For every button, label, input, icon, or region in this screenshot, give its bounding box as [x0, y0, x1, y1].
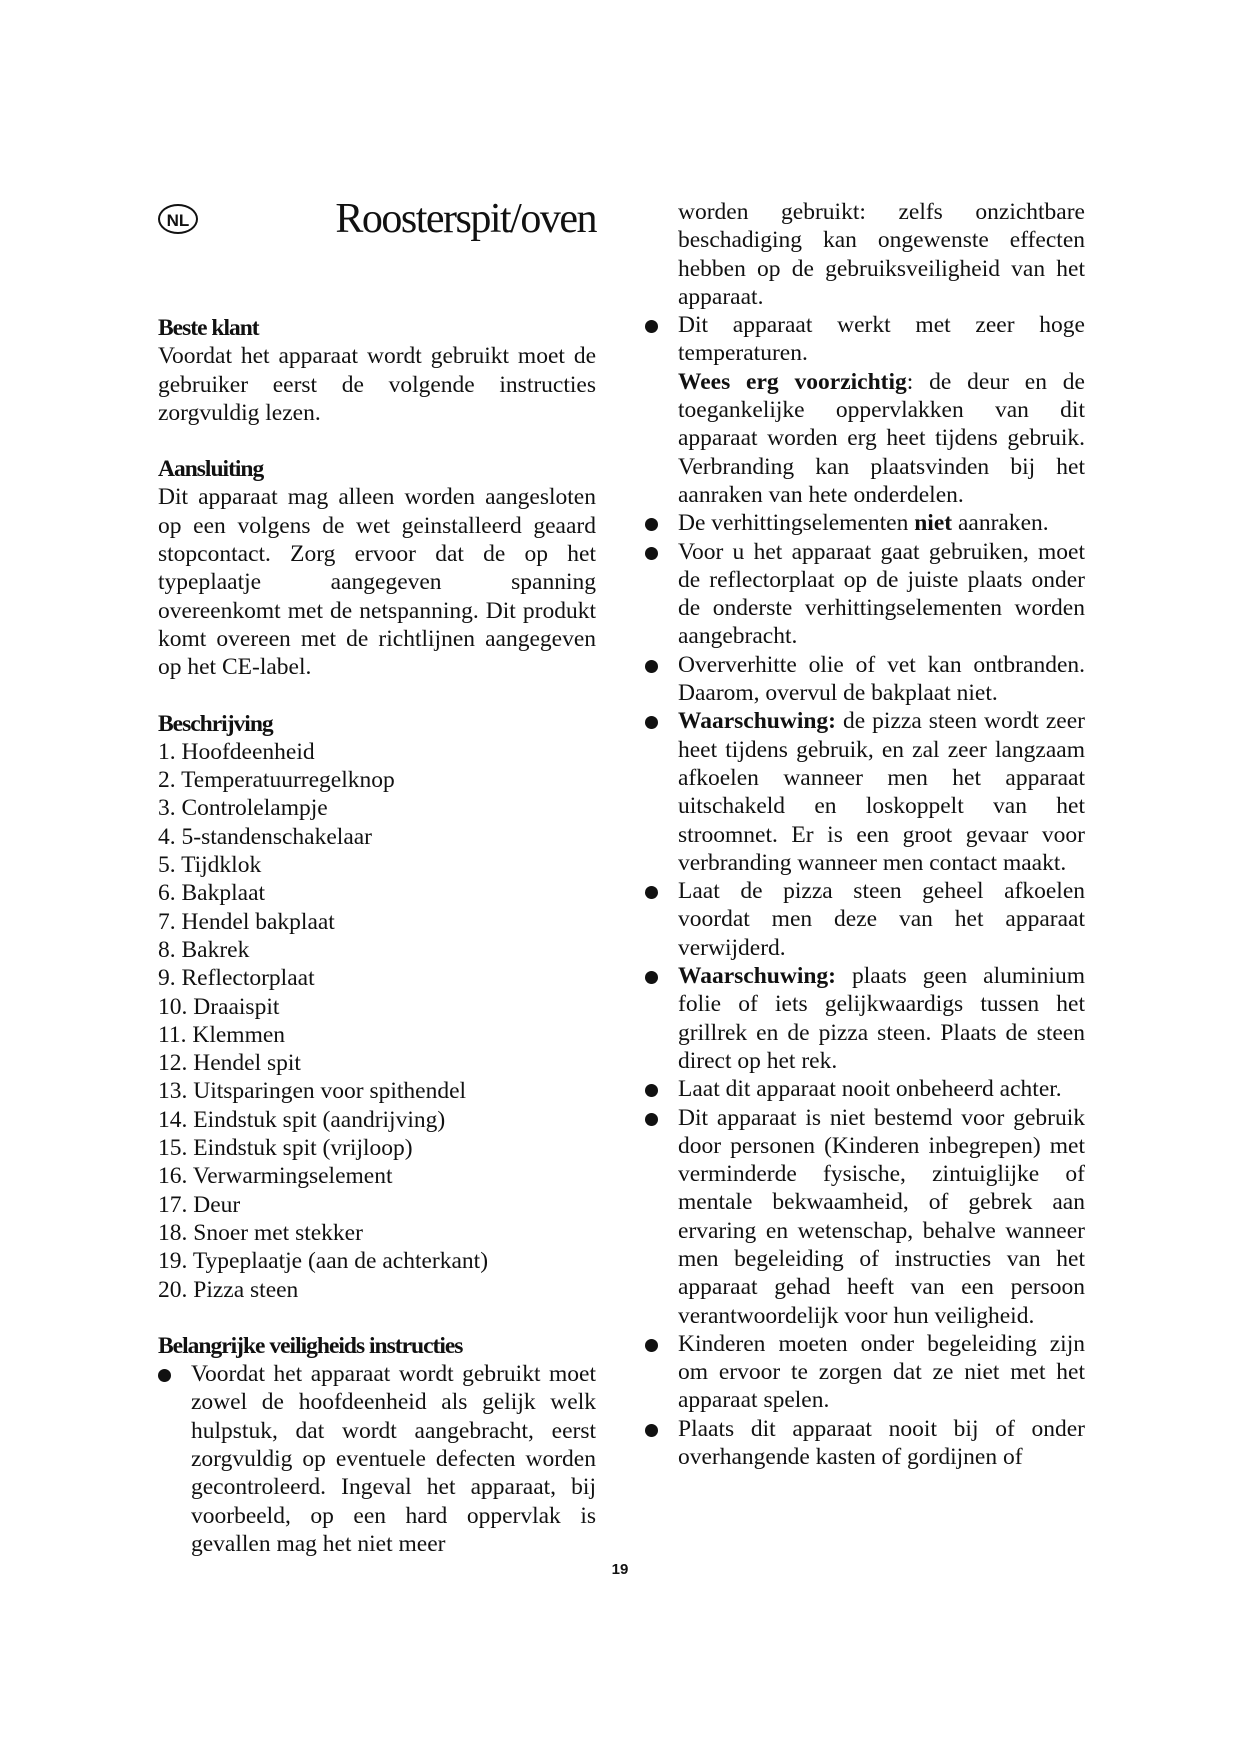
- bullet-icon: [645, 1113, 658, 1126]
- list-item: 1. Hoofdeenheid: [158, 738, 315, 765]
- safety-bullet: [645, 1075, 1085, 1103]
- bullet-icon: [645, 660, 658, 673]
- list-item: 12. Hendel spit: [158, 1050, 301, 1077]
- description-heading: Beschrijving: [158, 710, 273, 737]
- bullet-text: Laat de pizza steen geheel afkoelen voordat men deze van het apparaat verwijderd.: [678, 878, 1085, 961]
- bullet-icon: [645, 971, 658, 984]
- list-item: 16. Verwarmingselement: [158, 1163, 393, 1190]
- list-item: 9. Reflectorplaat: [158, 965, 315, 992]
- connection-heading: Aansluiting: [158, 456, 264, 483]
- safety-bullet: [645, 651, 1085, 708]
- bullet-text: aanraken.: [952, 510, 1049, 537]
- bullet-icon: [645, 886, 658, 899]
- connection-text: Dit apparaat mag alleen worden aangesloten op een volgens de wet geinstalleerd geaard stopcontact. Zorg ervoor dat de op het typeplaatje aangegeven spanning overeenkomt met de netspanning. Dit produkt komt overeen met de richtlijnen aangegeven op het CE-label.: [158, 484, 596, 681]
- list-item: 15. Eindstuk spit (vrijloop): [158, 1135, 413, 1162]
- list-item: 3. Controlelampje: [158, 795, 328, 822]
- language-badge: NL: [158, 204, 198, 234]
- bullet-text: plaats geen aluminium folie of iets gelijkwaardigs tussen het grillrek en de pizza steen. Plaats de steen direct op het rek.: [678, 963, 1085, 1074]
- safety-bullet: [645, 1415, 1085, 1472]
- bullet-text: Dit apparaat werkt met zeer hoge temperaturen.: [678, 312, 1085, 367]
- safety-bullet: [645, 538, 1085, 651]
- list-item: 7. Hendel bakplaat: [158, 908, 335, 935]
- bullet-emphasis: Wees erg voorzichtig: [678, 368, 907, 395]
- safety-bullet: [645, 509, 1085, 537]
- list-item: 11. Klemmen: [158, 1021, 286, 1048]
- intro-text: Voordat het apparaat wordt gebruikt moet de gebruiker eerst de volgende instructies zorgvuldig lezen.: [158, 343, 596, 426]
- page-number: 19: [611, 1561, 629, 1578]
- safety-bullet: [645, 311, 1085, 509]
- list-item: 8. Bakrek: [158, 936, 250, 963]
- bullet-icon: [645, 320, 658, 333]
- warning-label: Waarschuwing:: [678, 963, 836, 990]
- left-column: [158, 314, 596, 1558]
- bullet-text: Kinderen moeten onder begeleiding zijn om ervoor te zorgen dat ze niet met het apparaat spelen.: [678, 1330, 1085, 1414]
- bullet-icon: [645, 1424, 658, 1437]
- safety-bullet: [158, 1360, 596, 1558]
- parts-list: [158, 738, 596, 1304]
- bullet-icon: [645, 1339, 658, 1352]
- list-item: 14. Eindstuk spit (aandrijving): [158, 1106, 446, 1133]
- list-item: 4. 5-standenschakelaar: [158, 823, 373, 850]
- safety-heading: Belangrijke veiligheids instructies: [158, 1332, 463, 1359]
- bullet-text: Oververhitte olie of vet kan ontbranden. Daarom, overvul de bakplaat niet.: [678, 651, 1085, 707]
- bullet-continuation: worden gebruikt: zelfs onzichtbare beschadiging kan ongewenste effecten hebben op de gebruiksveiligheid van het apparaat.: [678, 199, 1085, 310]
- intro-heading: Beste klant: [158, 315, 259, 341]
- bullet-icon: [645, 547, 658, 560]
- list-item: 6. Bakplaat: [158, 880, 266, 907]
- bullet-text: Voordat het apparaat wordt gebruikt moet zowel de hoofdeenheid als gelijk welk hulpstuk, dat wordt aangebracht, eerst zorgvuldig op eventuele defecten worden gecontroleerd. Ingeval het apparaat, bij voorbeeld, op een hard oppervlak is gevallen mag het niet meer: [191, 1361, 596, 1557]
- list-item: 2. Temperatuurregelknop: [158, 767, 395, 794]
- list-item: 13. Uitsparingen voor spithendel: [158, 1078, 467, 1105]
- safety-bullet: [645, 962, 1085, 1075]
- bullet-icon: [645, 518, 658, 531]
- bullet-text: de pizza steen wordt zeer heet tijdens gebruik, en zal zeer langzaam afkoelen wanneer men het apparaat uitschakeld en loskoppelt van het stroomnet. Er is een groot gevaar voor verbranding wanneer men contact maakt.: [678, 708, 1085, 876]
- bullet-text: Voor u het apparaat gaat gebruiken, moet de reflectorplaat op de juiste plaats onder de onderste verhittingselementen worden aangebracht.: [678, 538, 1085, 650]
- list-item: 10. Draaispit: [158, 993, 280, 1020]
- bullet-icon: [158, 1369, 171, 1382]
- bullet-text: De verhittingselementen: [678, 510, 915, 537]
- list-item: 17. Deur: [158, 1191, 241, 1218]
- bullet-text: Dit apparaat is niet bestemd voor gebruik door personen (Kinderen inbegrepen) met verminderde fysische, zintuiglijke of mentale bekwaamheid, of gebrek aan ervaring en wetenschap, behalve wanneer men begeleiding of instructies van het apparaat gehad heeft van een persoon verantwoordelijk voor hun veiligheid.: [678, 1104, 1085, 1329]
- list-item: 20. Pizza steen: [158, 1276, 299, 1303]
- safety-bullet: [645, 1330, 1085, 1415]
- list-item: 19. Typeplaatje (aan de achterkant): [158, 1248, 489, 1275]
- list-item: 5. Tijdklok: [158, 852, 262, 879]
- bullet-emphasis: niet: [914, 510, 953, 537]
- warning-label: Waarschuwing:: [678, 708, 836, 735]
- bullet-icon: [645, 716, 658, 729]
- safety-bullet: [645, 877, 1085, 962]
- bullet-text: Laat dit apparaat nooit onbeheerd achter.: [678, 1076, 1062, 1103]
- bullet-icon: [645, 1084, 658, 1097]
- bullet-text: Plaats dit apparaat nooit bij of onder overhangende kasten of gordijnen of: [678, 1415, 1085, 1471]
- bullet-text: : de deur en de toegankelijke oppervlakken van dit apparaat worden erg heet tijdens gebruik. Verbranding kan plaatsvinden bij het aanraken van hete onderdelen.: [678, 368, 1085, 508]
- list-item: 18. Snoer met stekker: [158, 1219, 363, 1246]
- page-title: Roosterspit/oven: [335, 196, 596, 242]
- safety-bullet: [645, 1104, 1085, 1330]
- right-column: [645, 198, 1085, 1471]
- safety-bullet: [645, 707, 1085, 877]
